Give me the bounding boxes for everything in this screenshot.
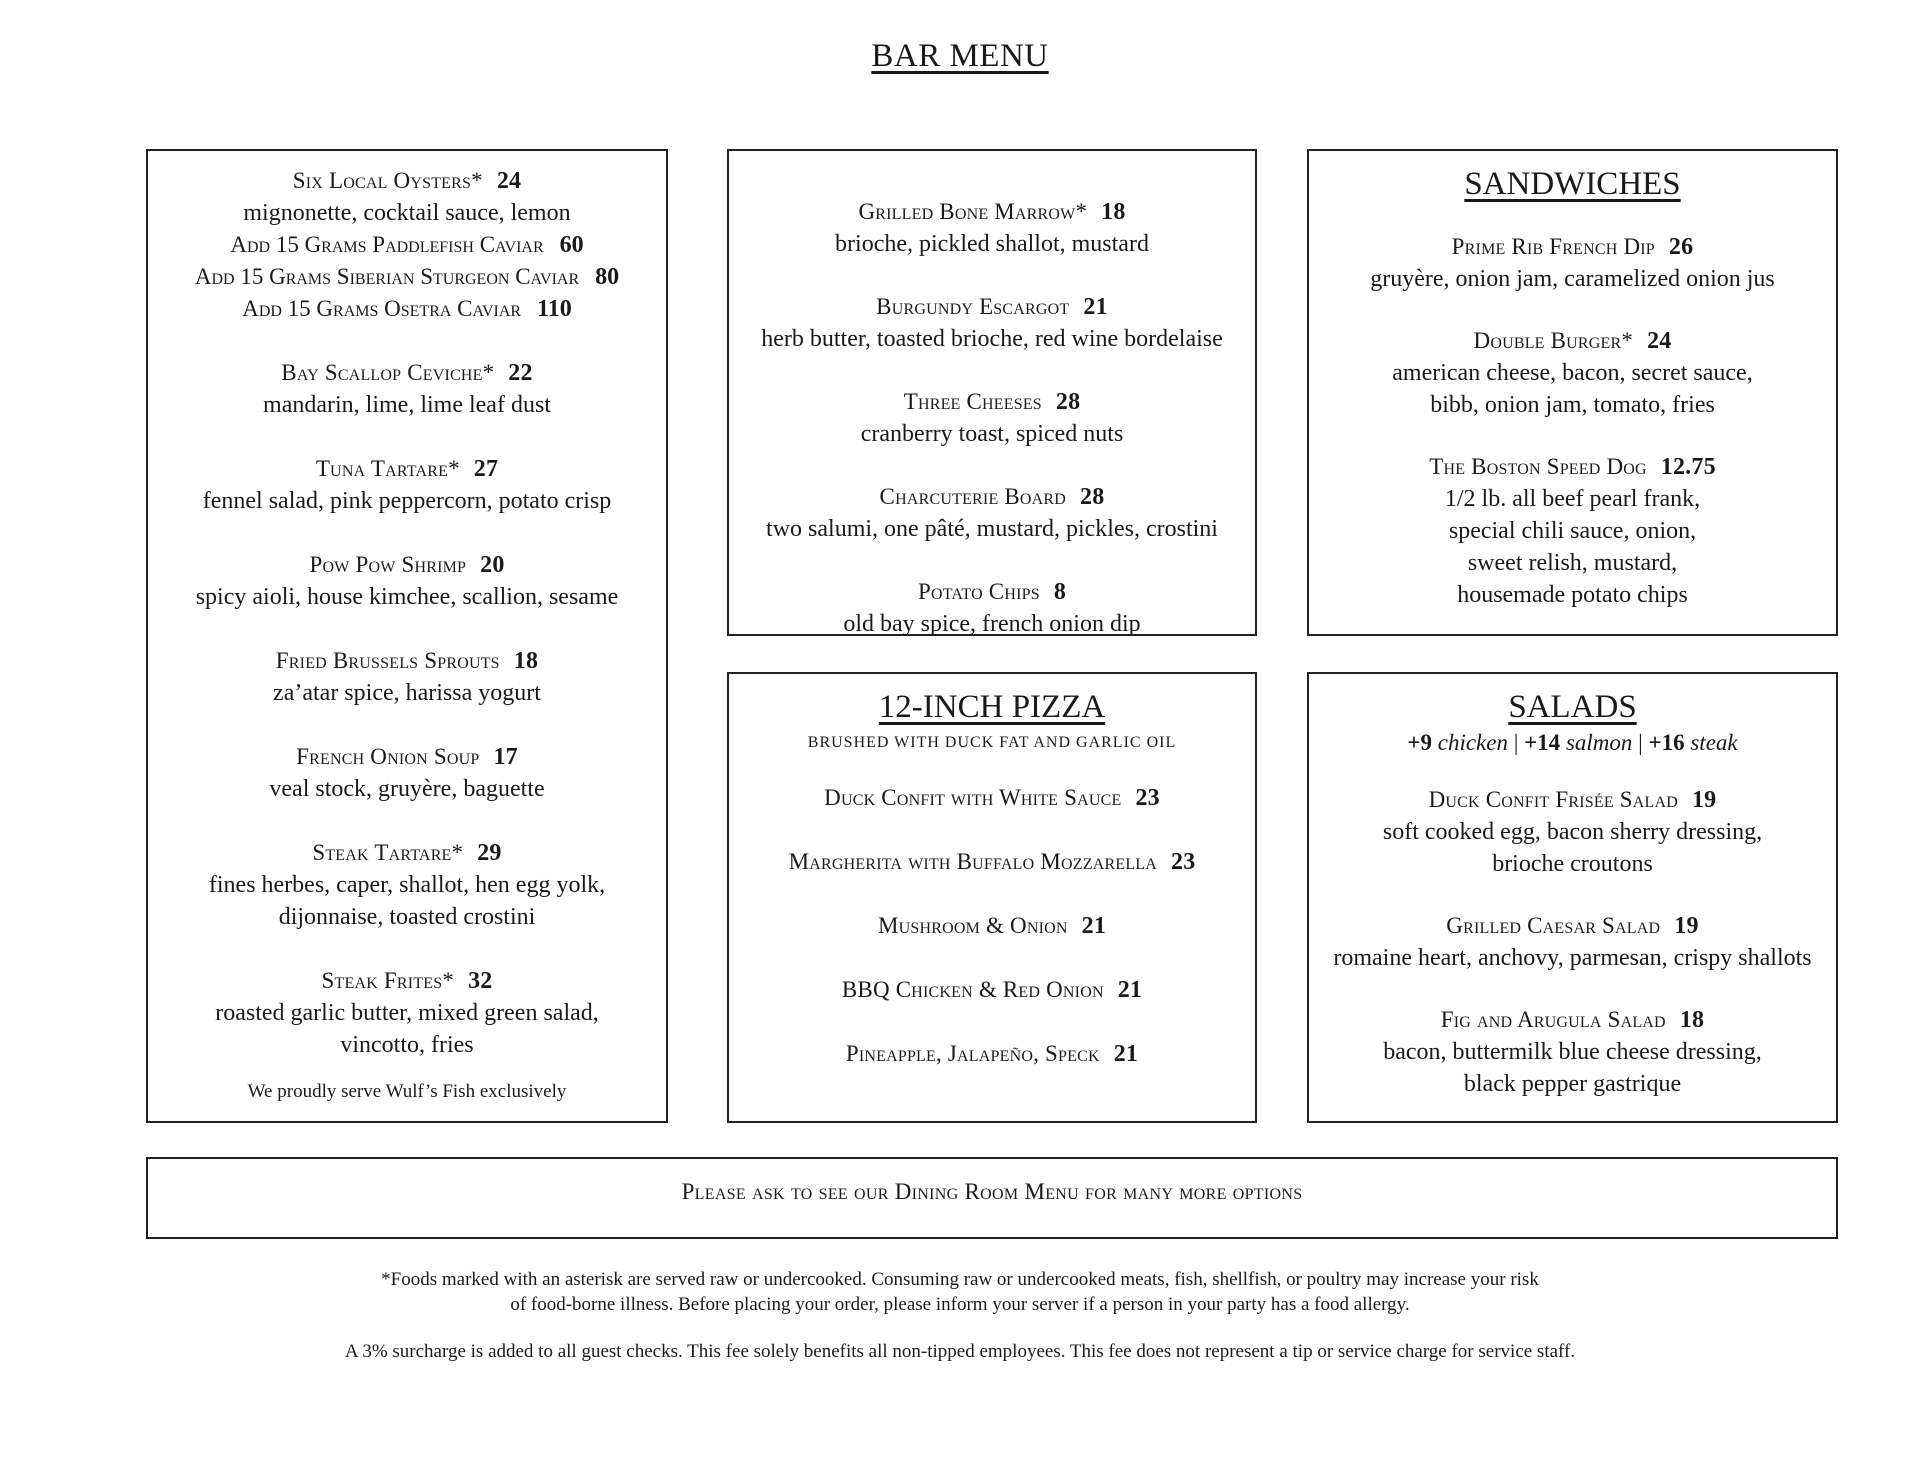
dining-room-menu-banner (146, 1157, 1838, 1239)
menu-item (148, 549, 666, 613)
addon-name: Add 15 Grams Osetra Caviar (242, 296, 522, 321)
item-description: 1/2 lb. all beef pearl frank, (1444, 486, 1701, 512)
menu-item (148, 741, 666, 805)
banner-text: Please ask to see our Dining Room Menu for many more options (681, 1179, 1303, 1204)
menu-item (729, 196, 1255, 260)
item-price: 28 (1080, 484, 1105, 510)
item-price: 29 (477, 840, 502, 866)
item-name: Double Burger* (1473, 328, 1634, 353)
item-name: Charcuterie Board (879, 484, 1067, 509)
item-description: cranberry toast, spiced nuts (860, 421, 1124, 447)
item-name: Grilled Caesar Salad (1446, 913, 1661, 938)
item-name: Potato Chips (917, 579, 1040, 604)
item-description: vincotto, fries (340, 1032, 474, 1058)
item-description: housemade potato chips (1457, 582, 1688, 608)
item-price: 19 (1691, 787, 1717, 813)
item-price: 19 (1674, 913, 1699, 939)
item-description: two salumi, one pâté, mustard, pickles, crostini (766, 516, 1218, 542)
item-price: 32 (468, 968, 493, 994)
item-price: 12.75 (1660, 454, 1716, 480)
item-name: Duck Confit Frisée Salad (1428, 787, 1678, 812)
menu-item (1309, 231, 1836, 295)
item-name: BBQ Chicken & Red Onion (841, 977, 1104, 1002)
surcharge-notice: A 3% surcharge is added to all guest checks. This fee solely benefits all non-tipped employees. This fee does not represent a tip or service charge for service staff. (344, 1341, 1576, 1362)
item-name: Burgundy Escargot (876, 294, 1070, 319)
addon-price: 80 (595, 264, 620, 290)
item-name: Mushroom & Onion (877, 913, 1068, 938)
addon-name: Add 15 Grams Siberian Sturgeon Caviar (194, 264, 580, 289)
item-name: Pineapple, Jalapeño, Speck (845, 1041, 1100, 1066)
item-price: 28 (1055, 389, 1081, 415)
item-name: Three Cheeses (903, 389, 1042, 414)
item-name: Six Local Oysters* (292, 168, 483, 193)
item-name: Bay Scallop Ceviche* (281, 360, 495, 385)
item-description: veal stock, gruyère, baguette (269, 776, 545, 802)
item-name: French Onion Soup (296, 744, 480, 769)
item-price: 24 (496, 168, 522, 194)
item-description: old bay spice, french onion dip (843, 611, 1141, 637)
item-name: Fig and Arugula Salad (1440, 1007, 1666, 1032)
item-description: spicy aioli, house kimchee, scallion, sesame (195, 584, 619, 610)
menu-item (148, 165, 666, 325)
menu-item (729, 910, 1255, 942)
item-price: 24 (1647, 328, 1672, 354)
item-name: Duck Confit with White Sauce (824, 785, 1122, 810)
raw-food-disclaimer: *Foods marked with an asterisk are served raw or undercooked. Consuming raw or undercooked meats, fish, shellfish, or poultry may increase your risk of food-borne illness. Before placing your order, please inform your server if a person in your party has a food allergy. (381, 1269, 1539, 1315)
item-price: 18 (1101, 199, 1126, 225)
item-description: black pepper gastrique (1463, 1071, 1682, 1097)
menu-item (148, 357, 666, 421)
item-description: bibb, onion jam, tomato, fries (1430, 392, 1715, 418)
item-price: 18 (513, 648, 539, 674)
item-price: 21 (1081, 913, 1107, 939)
item-description: fennel salad, pink peppercorn, potato crisp (202, 488, 612, 514)
item-price: 27 (473, 456, 499, 482)
item-description: fines herbes, caper, shallot, hen egg yolk, (208, 872, 606, 898)
item-name: Steak Tartare* (312, 840, 464, 865)
item-price: 8 (1053, 579, 1067, 605)
item-description: soft cooked egg, bacon sherry dressing, (1382, 819, 1763, 845)
item-price: 21 (1083, 294, 1108, 320)
item-description: za’atar spice, harissa yogurt (273, 680, 541, 706)
item-price: 17 (493, 744, 518, 770)
item-name: The Boston Speed Dog (1429, 454, 1647, 479)
menu-item (148, 453, 666, 517)
item-description: herb butter, toasted brioche, red wine bordelaise (761, 326, 1223, 352)
item-price: 23 (1135, 785, 1160, 811)
salad-protein-addons: +9 chicken | +14 salmon | +16 steak (1407, 730, 1738, 755)
item-description: mignonette, cocktail sauce, lemon (243, 200, 571, 226)
addon-price: 110 (537, 296, 572, 322)
section-subheading: BRUSHED WITH DUCK FAT AND GARLIC OIL (807, 734, 1177, 751)
section-heading: SANDWICHES (1464, 166, 1681, 202)
item-price: 26 (1668, 234, 1694, 260)
item-name: Steak Frites* (321, 968, 455, 993)
addon-name: Add 15 Grams Paddlefish Caviar (230, 232, 544, 257)
section-heading: SALADS (1508, 689, 1637, 725)
menu-item (1309, 784, 1836, 880)
item-price: 20 (480, 552, 505, 578)
item-description: bacon, buttermilk blue cheese dressing, (1383, 1039, 1762, 1065)
menu-item (729, 974, 1255, 1006)
small-plates-section (727, 149, 1257, 636)
menu-item (148, 837, 666, 933)
section-heading: 12-INCH PIZZA (878, 689, 1106, 725)
menu-title: BAR MENU (871, 38, 1049, 74)
sandwiches-section (1307, 149, 1838, 636)
menu-item (1309, 451, 1836, 611)
item-description: mandarin, lime, lime leaf dust (263, 392, 551, 418)
item-price: 18 (1679, 1007, 1705, 1033)
item-description: american cheese, bacon, secret sauce, (1392, 360, 1753, 386)
raw-bar-section (146, 149, 668, 1123)
menu-item (729, 386, 1255, 450)
menu-item (729, 291, 1255, 355)
item-description: romaine heart, anchovy, parmesan, crispy shallots (1333, 945, 1812, 971)
fish-supplier-note: We proudly serve Wulf’s Fish exclusively (247, 1081, 567, 1102)
item-description: special chili sauce, onion, (1448, 518, 1697, 544)
item-name: Margherita with Buffalo Mozzarella (788, 849, 1158, 874)
menu-item (729, 1038, 1255, 1070)
menu-item (729, 481, 1255, 545)
addon-price: 60 (559, 232, 584, 258)
menu-item (1309, 325, 1836, 421)
pizza-section (727, 672, 1257, 1123)
item-description: roasted garlic butter, mixed green salad, (215, 1000, 599, 1026)
item-price: 21 (1113, 1041, 1139, 1067)
item-price: 23 (1171, 849, 1196, 875)
menu-item (1309, 1004, 1836, 1100)
item-name: Tuna Tartare* (315, 456, 460, 481)
item-name: Fried Brussels Sprouts (275, 648, 500, 673)
menu-item (729, 576, 1255, 640)
menu-item (1309, 910, 1836, 974)
item-price: 21 (1117, 977, 1143, 1003)
menu-item (729, 846, 1255, 878)
menu-item (148, 965, 666, 1061)
item-name: Pow Pow Shrimp (309, 552, 467, 577)
item-description: brioche croutons (1492, 851, 1653, 877)
salads-section (1307, 672, 1838, 1123)
item-description: dijonnaise, toasted crostini (278, 904, 536, 930)
item-description: sweet relish, mustard, (1467, 550, 1678, 576)
item-name: Grilled Bone Marrow* (858, 199, 1088, 224)
item-name: Prime Rib French Dip (1451, 234, 1655, 259)
item-description: gruyère, onion jam, caramelized onion jus (1370, 266, 1775, 292)
item-description: brioche, pickled shallot, mustard (835, 231, 1149, 257)
item-price: 22 (508, 360, 533, 386)
menu-item (148, 645, 666, 709)
menu-item (729, 782, 1255, 814)
